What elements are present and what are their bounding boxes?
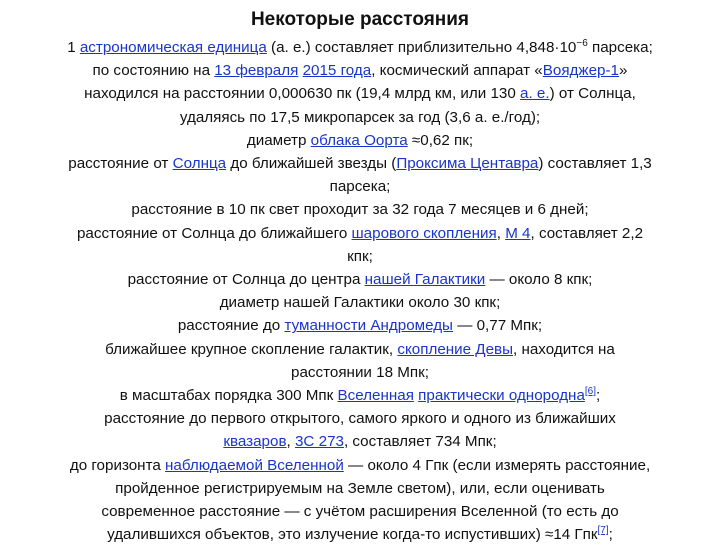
text-run: 1 [67,39,80,56]
slide-title: Некоторые расстояния [250,9,470,30]
text-run: по состоянию на [92,62,215,80]
text-line [30,291,690,314]
wiki-link[interactable]: M 4 [505,224,531,242]
wiki-link[interactable]: квазаров [223,433,287,451]
text-line [30,36,690,59]
text-run: ≈0,62 пк; [407,131,474,149]
text-run: , космический аппарат « [371,62,543,80]
text-run: ; [608,526,613,544]
text-line [30,430,690,453]
wiki-link[interactable]: скопление Девы [397,340,514,358]
wiki-link[interactable]: Проксима Центавра [396,155,539,173]
text-run: в масштабах порядка 300 Мпк [119,387,338,405]
text-run: расстояние от [68,155,173,173]
text-line [30,59,690,82]
text-run: ближайшее крупное скопление галактик, [105,340,398,358]
wiki-link[interactable]: а. е. [520,85,550,103]
wiki-link[interactable]: 13 февраля [214,62,299,80]
text-run: до горизонта [69,456,166,474]
text-run: расстояние в 10 пк свет проходит за 32 года 7 месяцев и 6 дней; [131,201,589,219]
text-line [30,175,690,198]
wiki-link[interactable]: туманности Андромеды [284,317,453,335]
wiki-link[interactable]: практически однородна [418,387,585,405]
wiki-link[interactable]: наблюдаемой Вселенной [165,456,344,474]
footnote-link[interactable]: [7] [597,525,609,537]
text-run: — около 4 Гпк (если измерять расстояние, [343,456,651,474]
superscript-text: −6 [576,37,588,49]
wiki-link[interactable]: Вояджер-1 [542,62,619,80]
text-run: парсека; [587,39,653,56]
text-run: ; [596,387,601,405]
text-run: пройденное регистрируемым на Земле светом), или, если оценивать [115,479,605,497]
text-run: кпк; [347,247,373,265]
text-run: — 0,77 Мпк; [452,317,543,335]
text-run: современное расстояние — с учётом расширения Вселенной (то есть до [101,503,619,521]
wiki-link[interactable]: 2015 года [302,62,372,80]
text-line [30,152,690,175]
text-run: , [286,433,295,451]
text-line [30,268,690,291]
text-run: ) составляет 1,3 [538,155,652,173]
text-run: удаляясь по 17,5 микропарсек за год (3,6 а. е./год); [179,108,541,126]
text-run: диаметр [246,131,311,149]
text-line [30,82,690,105]
text-run: находился на расстоянии 0,000630 пк (19,4 млрд км, или 130 [84,85,521,103]
wiki-link[interactable]: Вселенная [337,387,414,405]
text-run: расстояние от Солнца до ближайшего [76,224,352,242]
text-line [30,222,690,245]
text-line [30,407,690,430]
wiki-link[interactable]: шарового скопления [351,224,497,242]
wiki-link[interactable]: астрономическая единица [79,39,267,56]
text-run: , составляет 2,2 [530,224,644,242]
wiki-link[interactable]: нашей Галактики [364,271,486,289]
text-run: до ближайшей звезды ( [226,155,397,173]
text-run: удалившихся объектов, это излучение когда-то испустивших) ≈14 Гпк [107,526,598,544]
wiki-link[interactable]: 3C 273 [294,433,344,451]
text-line [30,198,690,221]
text-line [30,454,690,477]
text-line [30,314,690,337]
text-run: расстояние от Солнца до центра [127,271,365,289]
text-line [30,477,690,500]
slide-body [30,36,690,546]
text-line [30,245,690,268]
text-run: расстояние до первого открытого, самого яркого и одного из ближайших [104,410,616,428]
text-line [30,129,690,152]
text-run: диаметр нашей Галактики около 30 кпк; [219,294,501,312]
text-line [30,338,690,361]
wiki-link[interactable]: Солнца [172,155,227,173]
text-line [30,523,690,546]
text-run: , находится на [513,340,615,358]
text-run: , [496,224,506,242]
text-run: (а. е.) составляет приблизительно 4,848·10 [266,39,577,56]
text-run: — около 8 кпк; [485,271,593,289]
text-line [30,361,690,384]
text-line [30,384,690,407]
text-run: , составляет 734 Мпк; [343,433,497,451]
footnote-link[interactable]: [6] [584,385,597,397]
text-run: » [618,62,628,80]
text-run: расстоянии 18 Мпк; [291,363,429,381]
text-line [30,106,690,129]
text-run: ) от Солнца, [549,85,636,103]
wiki-link[interactable]: облака Оорта [310,131,408,149]
text-run: расстояние до [177,317,285,335]
text-run: парсека; [329,178,391,196]
text-line [30,500,690,523]
